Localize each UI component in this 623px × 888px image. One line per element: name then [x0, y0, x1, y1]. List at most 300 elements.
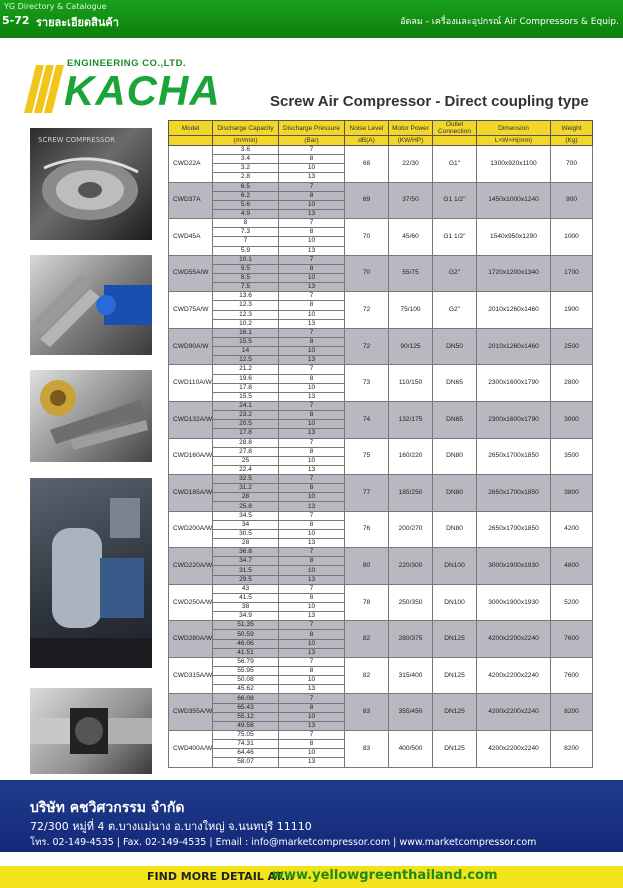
noise-cell: 78 [345, 584, 389, 621]
pressure-cell: 13 [279, 429, 345, 438]
table-row [169, 146, 593, 155]
outlet-cell: DN80 [433, 438, 477, 475]
capacity-cell: 8 [213, 219, 279, 228]
weight-cell: 1900 [551, 292, 593, 329]
capacity-cell: 10.1 [213, 255, 279, 264]
dimension-cell: 2650x1700x1850 [477, 511, 551, 548]
unit-pressure: (Bar) [279, 136, 345, 146]
noise-cell: 73 [345, 365, 389, 402]
dimension-cell: 2300x1600x1790 [477, 365, 551, 402]
outlet-cell: DN125 [433, 657, 477, 694]
footer-contact: โทร. 02-149-4535 | Fax. 02-149-4535 | Email : info@marketcompressor.com | www.marketcompressor.com [30, 837, 537, 848]
pressure-cell: 8 [279, 557, 345, 566]
weight-cell: 3000 [551, 401, 593, 438]
motor-cell: 355/450 [389, 694, 433, 731]
page-title: Screw Air Compressor - Direct coupling type [270, 93, 589, 110]
table-row [169, 182, 593, 191]
pressure-cell: 13 [279, 502, 345, 511]
pressure-cell: 8 [279, 740, 345, 749]
capacity-cell: 8.5 [213, 273, 279, 282]
pressure-cell: 10 [279, 347, 345, 356]
outlet-cell: DN125 [433, 694, 477, 731]
motor-cell: 37/50 [389, 182, 433, 219]
pressure-cell: 10 [279, 676, 345, 685]
dimension-cell: 4200x2200x2240 [477, 731, 551, 768]
pressure-cell: 13 [279, 539, 345, 548]
pressure-cell: 8 [279, 374, 345, 383]
pressure-cell: 8 [279, 703, 345, 712]
footer-company-name: บริษัท คชวิศวกรรม จำกัด [30, 800, 185, 816]
dimension-cell: 1720x1200x1340 [477, 255, 551, 292]
capacity-cell: 3.4 [213, 155, 279, 164]
pressure-cell: 7 [279, 401, 345, 410]
weight-cell: 3800 [551, 475, 593, 512]
outlet-cell: G1 1/2" [433, 182, 477, 219]
capacity-cell: 7.3 [213, 228, 279, 237]
category-text: อัดลม - เครื่องและอุปกรณ์ Air Compressors & Equip. [400, 17, 619, 27]
motor-cell: 280/375 [389, 621, 433, 658]
footer-contact-band [0, 780, 623, 852]
capacity-cell: 55.12 [213, 712, 279, 721]
motor-cell: 200/270 [389, 511, 433, 548]
capacity-cell: 45.62 [213, 685, 279, 694]
yellowgreen-link[interactable]: www.yellowgreenthailand.com [272, 868, 498, 883]
noise-cell: 83 [345, 731, 389, 768]
weight-cell: 3500 [551, 438, 593, 475]
pressure-cell: 8 [279, 301, 345, 310]
pressure-cell: 8 [279, 593, 345, 602]
dimension-cell: 2650x1700x1850 [477, 438, 551, 475]
pressure-cell: 8 [279, 228, 345, 237]
motor-cell: 132/175 [389, 401, 433, 438]
dimension-cell: 3000x1900x1930 [477, 584, 551, 621]
weight-cell: 900 [551, 182, 593, 219]
capacity-cell: 55.95 [213, 667, 279, 676]
col-weight: Weight [551, 121, 593, 136]
capacity-cell: 46.06 [213, 639, 279, 648]
capacity-cell: 43 [213, 584, 279, 593]
spec-table-body [169, 146, 593, 768]
capacity-cell: 30.5 [213, 529, 279, 538]
logo-company-text: ENGINEERING CO.,LTD. [67, 58, 187, 69]
pressure-cell: 10 [279, 237, 345, 246]
model-cell: CWD37A [169, 182, 213, 219]
model-cell: CWD315A/W [169, 657, 213, 694]
model-cell: CWD132A/W [169, 401, 213, 438]
table-row [169, 219, 593, 228]
capacity-cell: 17.8 [213, 429, 279, 438]
pressure-cell: 13 [279, 721, 345, 730]
noise-cell: 72 [345, 328, 389, 365]
noise-cell: 83 [345, 694, 389, 731]
model-cell: CWD200A/W [169, 511, 213, 548]
footer-address: 72/300 หมู่ที่ 4 ต.บางแม่นาง อ.บางใหญ่ จ.นนทบุรี 11110 [30, 820, 312, 833]
pressure-cell: 13 [279, 648, 345, 657]
model-cell: CWD355A/W [169, 694, 213, 731]
col-dimension: Dimension [477, 121, 551, 136]
pressure-cell: 8 [279, 337, 345, 346]
pressure-cell: 7 [279, 621, 345, 630]
pressure-cell: 8 [279, 667, 345, 676]
pressure-cell: 10 [279, 712, 345, 721]
motor-cell: 55/75 [389, 255, 433, 292]
dimension-cell: 2010x1260x1460 [477, 292, 551, 329]
dimension-cell: 1300x920x1100 [477, 146, 551, 183]
logo-stripes-icon [22, 61, 70, 116]
outlet-cell: G2" [433, 255, 477, 292]
table-row [169, 548, 593, 557]
model-cell: CWD90A/W [169, 328, 213, 365]
pressure-cell: 8 [279, 630, 345, 639]
capacity-cell: 32.5 [213, 475, 279, 484]
screw-rotor-photo [30, 128, 152, 240]
pressure-cell: 13 [279, 465, 345, 474]
pressure-cell: 8 [279, 155, 345, 164]
capacity-cell: 24.1 [213, 401, 279, 410]
gear-rotor-photo [30, 370, 152, 462]
weight-cell: 8200 [551, 694, 593, 731]
capacity-cell: 75.05 [213, 731, 279, 740]
capacity-cell: 3.2 [213, 164, 279, 173]
outlet-cell: DN65 [433, 365, 477, 402]
pressure-cell: 10 [279, 493, 345, 502]
capacity-cell: 41.51 [213, 648, 279, 657]
pressure-cell: 13 [279, 209, 345, 218]
unit-capacity: (m³/min) [213, 136, 279, 146]
pressure-cell: 13 [279, 758, 345, 767]
table-row [169, 511, 593, 520]
capacity-cell: 28 [213, 493, 279, 502]
table-row [169, 584, 593, 593]
motor-cell: 45/60 [389, 219, 433, 256]
pressure-cell: 7 [279, 365, 345, 374]
model-cell: CWD75A/W [169, 292, 213, 329]
capacity-cell: 31.2 [213, 484, 279, 493]
table-row [169, 401, 593, 410]
pressure-cell: 13 [279, 575, 345, 584]
model-cell: CWD55A/W [169, 255, 213, 292]
rotor-image-icon [30, 128, 152, 240]
pressure-cell: 10 [279, 420, 345, 429]
weight-cell: 8200 [551, 731, 593, 768]
weight-cell: 4200 [551, 511, 593, 548]
motor-cell: 75/100 [389, 292, 433, 329]
noise-cell: 74 [345, 401, 389, 438]
model-cell: CWD250A/W [169, 584, 213, 621]
pressure-cell: 10 [279, 200, 345, 209]
pressure-cell: 10 [279, 456, 345, 465]
pressure-cell: 10 [279, 566, 345, 575]
rotor-motor-icon [30, 255, 152, 355]
motor-cell: 315/400 [389, 657, 433, 694]
coupling-icon [30, 688, 152, 774]
outlet-cell: DN125 [433, 731, 477, 768]
capacity-cell: 74.31 [213, 740, 279, 749]
capacity-cell: 51.35 [213, 621, 279, 630]
screw-compressor-label: SCREW COMPRESSOR [38, 136, 115, 144]
table-header-row [169, 121, 593, 136]
model-cell: CWD185A/W [169, 475, 213, 512]
unit-outlet [433, 136, 477, 146]
dimension-cell: 1540x950x1290 [477, 219, 551, 256]
noise-cell: 82 [345, 621, 389, 658]
noise-cell: 76 [345, 511, 389, 548]
pressure-cell: 13 [279, 612, 345, 621]
capacity-cell: 66.08 [213, 694, 279, 703]
section-title: รายละเอียดสินค้า [36, 16, 119, 29]
weight-cell: 2500 [551, 328, 593, 365]
weight-cell: 7600 [551, 657, 593, 694]
capacity-cell: 25.8 [213, 502, 279, 511]
capacity-cell: 12.3 [213, 301, 279, 310]
table-row [169, 438, 593, 447]
capacity-cell: 14 [213, 347, 279, 356]
page-number: 5-72 [2, 14, 30, 27]
capacity-cell: 34.5 [213, 511, 279, 520]
unit-noise: dB(A) [345, 136, 389, 146]
pressure-cell: 7 [279, 584, 345, 593]
rotor-motor-photo [30, 255, 152, 355]
table-row [169, 475, 593, 484]
pressure-cell: 13 [279, 283, 345, 292]
capacity-cell: 49.58 [213, 721, 279, 730]
pressure-cell: 7 [279, 731, 345, 740]
noise-cell: 77 [345, 475, 389, 512]
weight-cell: 2800 [551, 365, 593, 402]
weight-cell: 7600 [551, 621, 593, 658]
pressure-cell: 13 [279, 246, 345, 255]
pressure-cell: 10 [279, 529, 345, 538]
table-row [169, 694, 593, 703]
pressure-cell: 10 [279, 383, 345, 392]
capacity-cell: 20.5 [213, 420, 279, 429]
col-noise: Noise Level [345, 121, 389, 136]
capacity-cell: 28 [213, 539, 279, 548]
capacity-cell: 17.8 [213, 383, 279, 392]
capacity-cell: 31.5 [213, 566, 279, 575]
model-cell: CWD22A [169, 146, 213, 183]
pressure-cell: 7 [279, 219, 345, 228]
outlet-cell: DN100 [433, 584, 477, 621]
dimension-cell: 3000x1900x1930 [477, 548, 551, 585]
capacity-cell: 12.3 [213, 310, 279, 319]
pressure-cell: 13 [279, 356, 345, 365]
pressure-cell: 13 [279, 319, 345, 328]
motor-cell: 90/125 [389, 328, 433, 365]
weight-cell: 700 [551, 146, 593, 183]
capacity-cell: 21.2 [213, 365, 279, 374]
pressure-cell: 7 [279, 438, 345, 447]
col-model: Model [169, 121, 213, 136]
unit-model [169, 136, 213, 146]
motor-cell: 160/220 [389, 438, 433, 475]
spec-table [168, 120, 593, 768]
dimension-cell: 2650x1700x1850 [477, 475, 551, 512]
unit-motor: (KW/HP) [389, 136, 433, 146]
capacity-cell: 6.2 [213, 191, 279, 200]
outlet-cell: G1" [433, 146, 477, 183]
table-unit-row [169, 136, 593, 146]
capacity-cell: 27.8 [213, 447, 279, 456]
logo-wordmark: KACHA [64, 67, 221, 114]
pressure-cell: 7 [279, 694, 345, 703]
pressure-cell: 13 [279, 685, 345, 694]
footer-gap [0, 852, 623, 866]
capacity-cell: 6.5 [213, 182, 279, 191]
model-cell: CWD280A/W [169, 621, 213, 658]
outlet-cell: DN125 [433, 621, 477, 658]
col-pressure: Discharge Pressure [279, 121, 345, 136]
capacity-cell: 7 [213, 237, 279, 246]
noise-cell: 69 [345, 182, 389, 219]
noise-cell: 75 [345, 438, 389, 475]
table-row [169, 328, 593, 337]
table-row [169, 365, 593, 374]
pressure-cell: 10 [279, 749, 345, 758]
pressure-cell: 8 [279, 447, 345, 456]
capacity-cell: 9.5 [213, 264, 279, 273]
capacity-cell: 25 [213, 456, 279, 465]
model-cell: CWD400A/W [169, 731, 213, 768]
noise-cell: 70 [345, 219, 389, 256]
model-cell: CWD45A [169, 219, 213, 256]
pressure-cell: 10 [279, 164, 345, 173]
model-cell: CWD160A/W [169, 438, 213, 475]
pressure-cell: 7 [279, 255, 345, 264]
capacity-cell: 56.79 [213, 657, 279, 666]
pressure-cell: 7 [279, 328, 345, 337]
capacity-cell: 65.43 [213, 703, 279, 712]
model-cell: CWD110A/W [169, 365, 213, 402]
capacity-cell: 2.8 [213, 173, 279, 182]
capacity-cell: 50.59 [213, 630, 279, 639]
capacity-cell: 34.9 [213, 612, 279, 621]
capacity-cell: 28.8 [213, 438, 279, 447]
pressure-cell: 10 [279, 639, 345, 648]
outlet-cell: DN80 [433, 511, 477, 548]
pressure-cell: 7 [279, 657, 345, 666]
table-row [169, 731, 593, 740]
spec-table-container [168, 120, 592, 768]
outlet-cell: DN50 [433, 328, 477, 365]
pressure-cell: 10 [279, 310, 345, 319]
capacity-cell: 64.46 [213, 749, 279, 758]
capacity-cell: 3.6 [213, 146, 279, 155]
capacity-cell: 41.5 [213, 593, 279, 602]
capacity-cell: 38 [213, 603, 279, 612]
unit-weight: (Kg) [551, 136, 593, 146]
weight-cell: 1700 [551, 255, 593, 292]
capacity-cell: 16.1 [213, 328, 279, 337]
table-row [169, 657, 593, 666]
capacity-cell: 22.4 [213, 465, 279, 474]
capacity-cell: 34 [213, 520, 279, 529]
col-capacity: Discharge Capacity [213, 121, 279, 136]
capacity-cell: 5.6 [213, 200, 279, 209]
outlet-cell: DN100 [433, 548, 477, 585]
motor-cell: 220/300 [389, 548, 433, 585]
capacity-cell: 13.6 [213, 292, 279, 301]
pressure-cell: 8 [279, 264, 345, 273]
weight-cell: 5200 [551, 584, 593, 621]
pressure-cell: 7 [279, 182, 345, 191]
pressure-cell: 7 [279, 292, 345, 301]
capacity-cell: 10.2 [213, 319, 279, 328]
motor-cell: 22/30 [389, 146, 433, 183]
capacity-cell: 58.07 [213, 758, 279, 767]
motor-cell: 110/150 [389, 365, 433, 402]
capacity-cell: 34.7 [213, 557, 279, 566]
capacity-cell: 36.8 [213, 548, 279, 557]
noise-cell: 70 [345, 255, 389, 292]
outlet-cell: G2" [433, 292, 477, 329]
dimension-cell: 2010x1260x1460 [477, 328, 551, 365]
gear-rotor-icon [30, 370, 152, 462]
capacity-cell: 50.08 [213, 676, 279, 685]
pressure-cell: 7 [279, 475, 345, 484]
capacity-cell: 29.5 [213, 575, 279, 584]
table-row [169, 621, 593, 630]
dimension-cell: 2300x1600x1790 [477, 401, 551, 438]
pressure-cell: 10 [279, 273, 345, 282]
kacha-logo [22, 55, 222, 120]
model-cell: CWD220A/W [169, 548, 213, 585]
capacity-cell: 4.9 [213, 209, 279, 218]
unit-dimension: L×W×H(mm) [477, 136, 551, 146]
motor-cell: 400/500 [389, 731, 433, 768]
pressure-cell: 13 [279, 173, 345, 182]
capacity-cell: 23.2 [213, 411, 279, 420]
motor-cell: 185/250 [389, 475, 433, 512]
capacity-cell: 15.5 [213, 337, 279, 346]
pressure-cell: 8 [279, 520, 345, 529]
pressure-cell: 7 [279, 511, 345, 520]
bottom-bar [0, 866, 623, 888]
noise-cell: 82 [345, 657, 389, 694]
pressure-cell: 8 [279, 484, 345, 493]
pressure-cell: 13 [279, 392, 345, 401]
noise-cell: 68 [345, 146, 389, 183]
capacity-cell: 7.5 [213, 283, 279, 292]
col-outlet: Outlet Connection [433, 121, 477, 136]
pressure-cell: 8 [279, 191, 345, 200]
noise-cell: 72 [345, 292, 389, 329]
dimension-cell: 1450x1000x1240 [477, 182, 551, 219]
weight-cell: 4800 [551, 548, 593, 585]
table-row [169, 292, 593, 301]
pressure-cell: 7 [279, 146, 345, 155]
weight-cell: 1000 [551, 219, 593, 256]
capacity-cell: 19.6 [213, 374, 279, 383]
col-motor: Motor Power [389, 121, 433, 136]
noise-cell: 80 [345, 548, 389, 585]
yg-directory-label: YG Directory & Catalogue [4, 2, 107, 11]
find-more-text: FIND MORE DETAIL AT... [147, 870, 294, 883]
outlet-cell: DN65 [433, 401, 477, 438]
motor-cell: 250/350 [389, 584, 433, 621]
capacity-cell: 5.9 [213, 246, 279, 255]
pressure-cell: 10 [279, 603, 345, 612]
pressure-cell: 7 [279, 548, 345, 557]
capacity-cell: 12.5 [213, 356, 279, 365]
coupling-photo [30, 688, 152, 774]
dimension-cell: 4200x2200x2240 [477, 657, 551, 694]
top-header-bar [0, 0, 623, 38]
table-row [169, 255, 593, 264]
pressure-cell: 8 [279, 411, 345, 420]
compressor-unit-icon [30, 478, 152, 668]
outlet-cell: G1 1/2" [433, 219, 477, 256]
